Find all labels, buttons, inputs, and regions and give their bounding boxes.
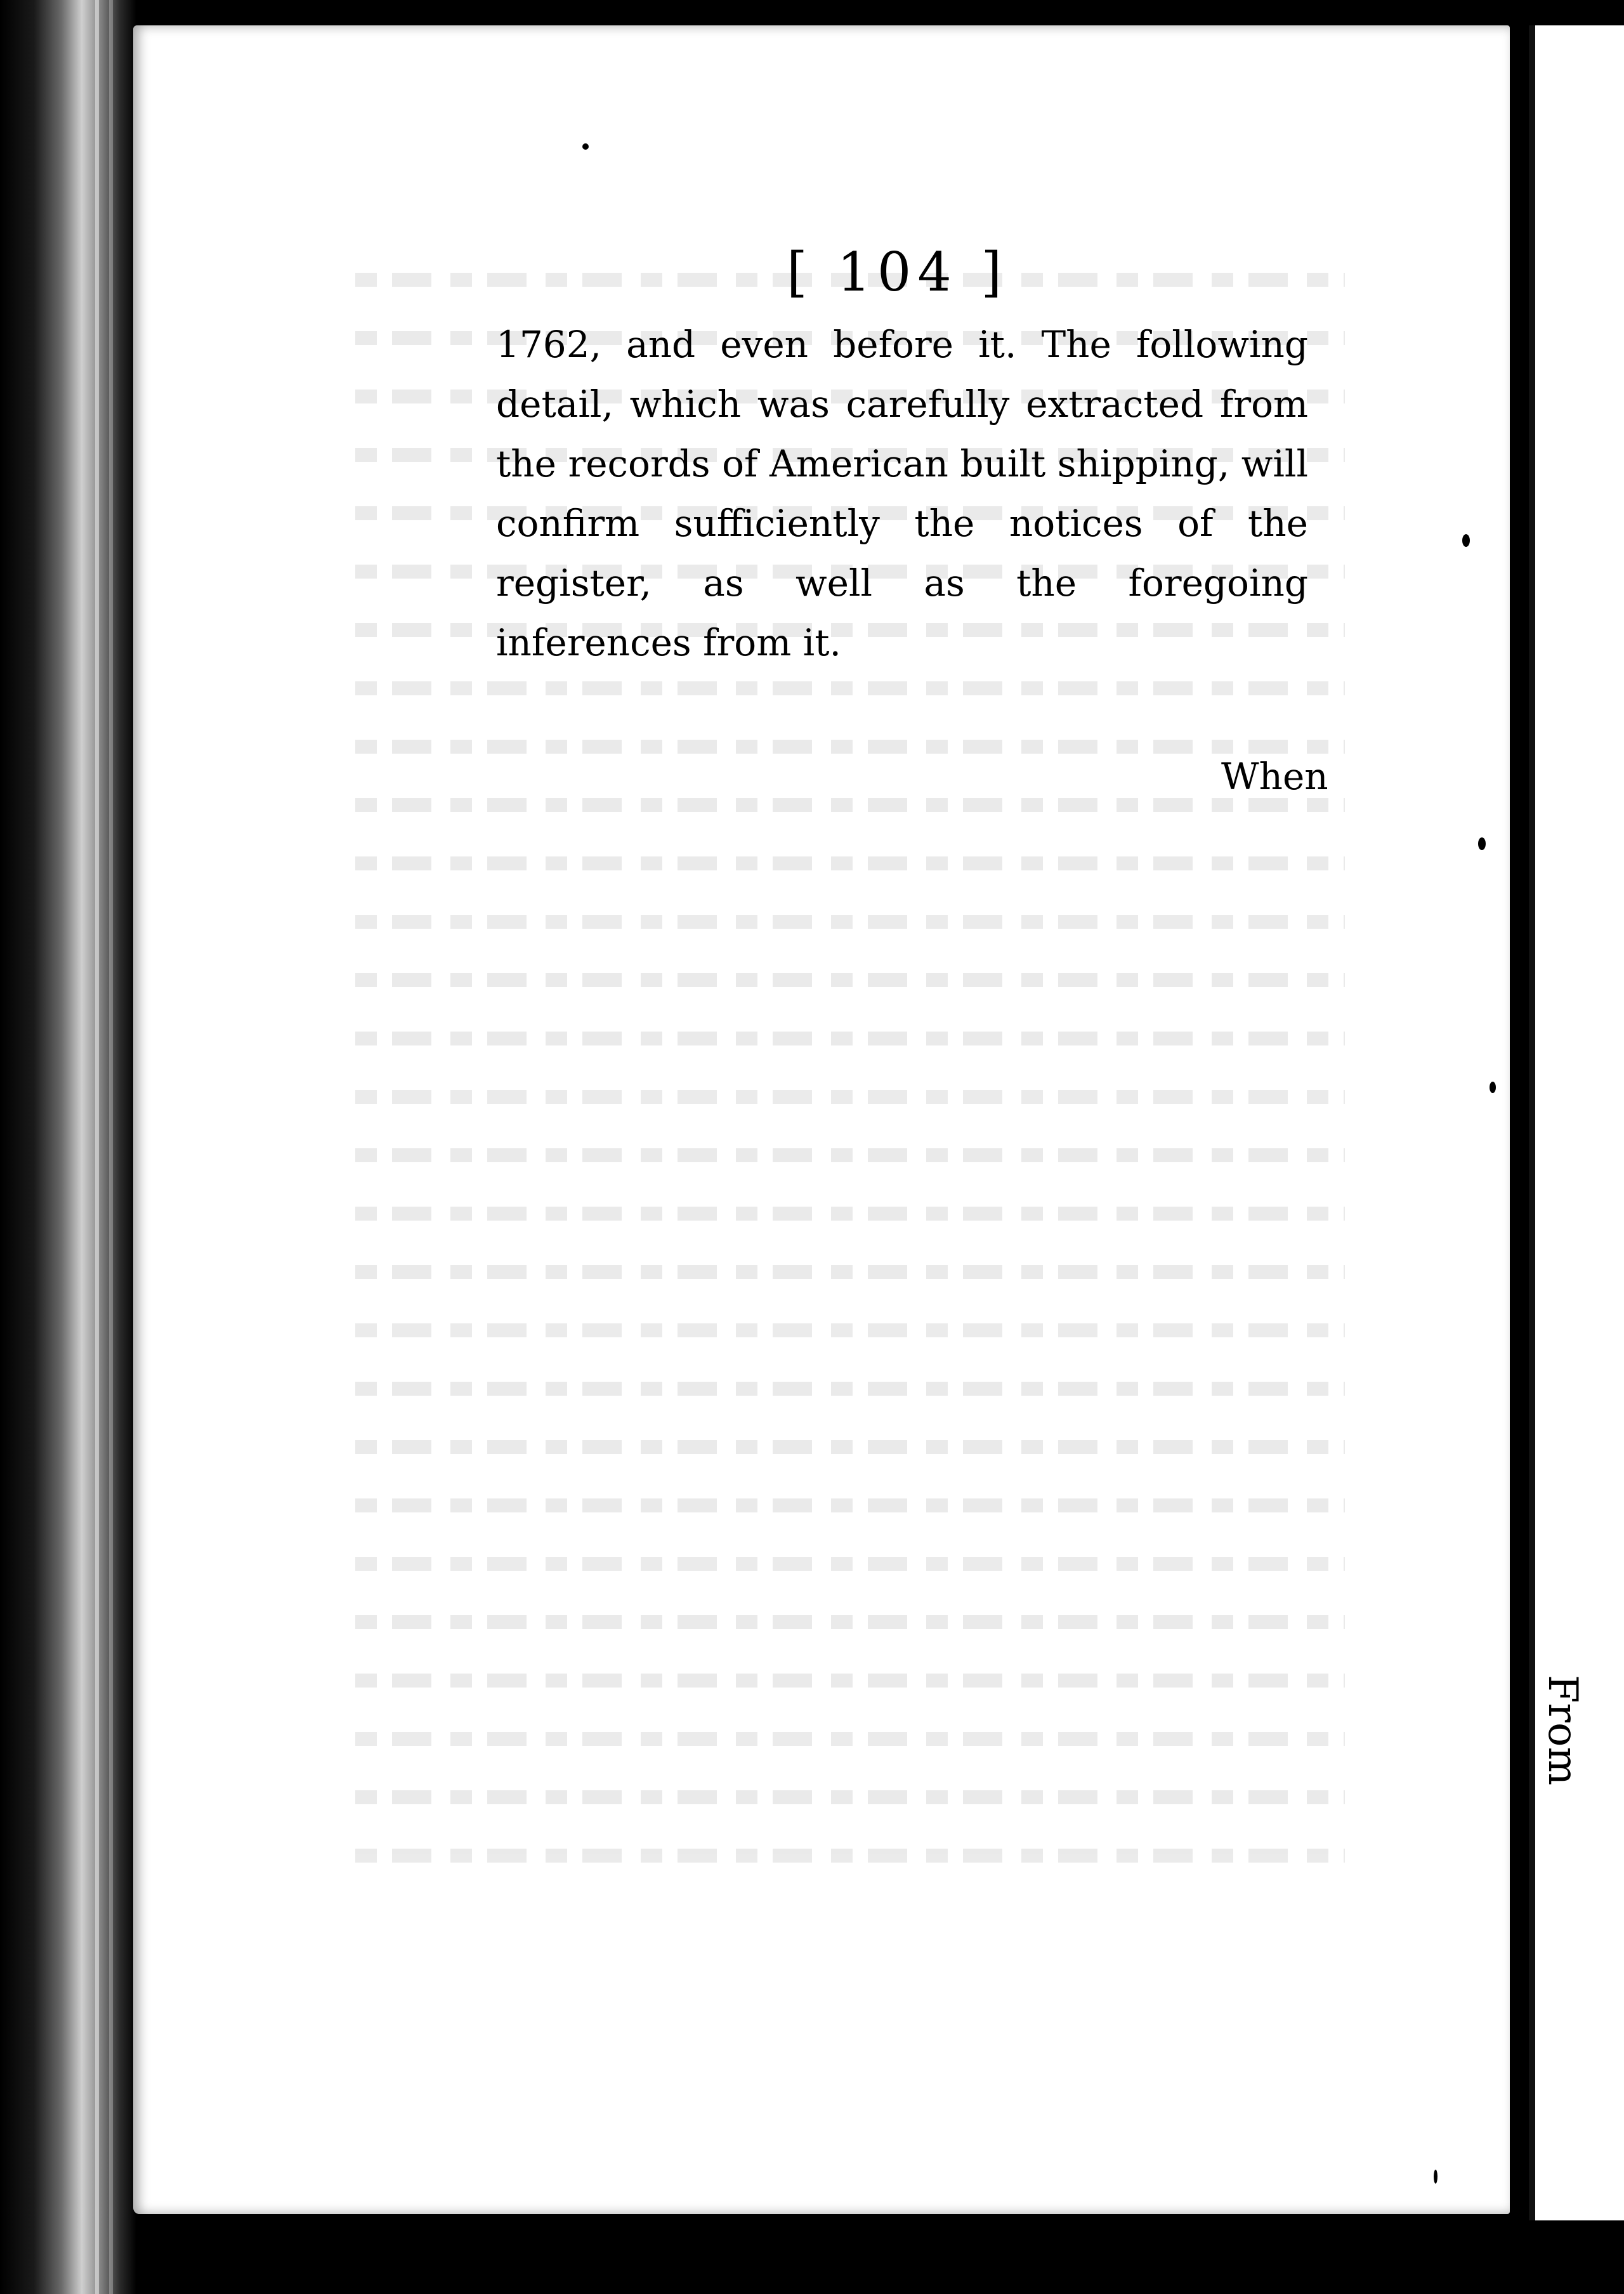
body-paragraph: 1762, and even before it. The following detail, which was carefully extracted from the records of American built shipping, will confirm sufficiently the notices of the register, as well as the foregoing inferences from it. bbox=[496, 323, 1308, 664]
book-spine bbox=[0, 0, 136, 2294]
adjacent-page-word: From bbox=[1539, 1675, 1586, 1786]
paper-speck bbox=[1434, 2170, 1437, 2184]
paper-speck bbox=[1478, 837, 1486, 850]
paper-speck bbox=[1490, 1082, 1496, 1093]
catchword: When bbox=[1221, 755, 1328, 798]
spine-edge-line bbox=[109, 0, 113, 2294]
paper-speck bbox=[582, 143, 589, 150]
page-number: [ 104 ] bbox=[787, 241, 1009, 303]
spine-edge-line bbox=[95, 0, 99, 2294]
adjacent-page-edge bbox=[1529, 25, 1624, 2220]
paper-speck bbox=[1462, 534, 1470, 547]
